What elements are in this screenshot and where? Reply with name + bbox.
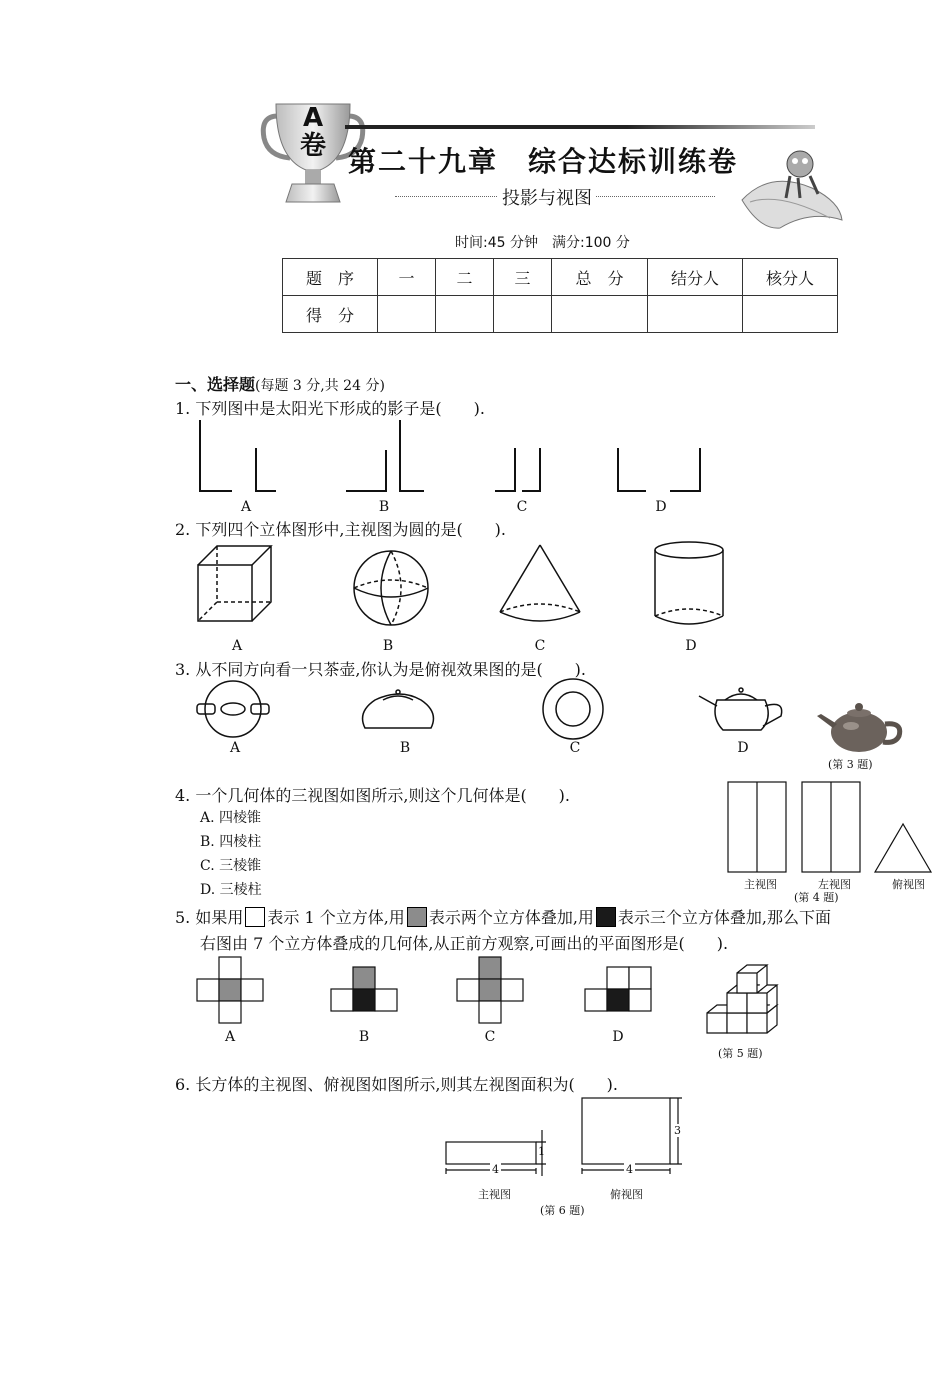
question-2: 2. 下列四个立体图形中,主视图为圆的是( ). <box>175 520 507 539</box>
q6-caption: (第 6 题) <box>540 1204 585 1217</box>
question-5-line-1 <box>175 905 831 928</box>
q5-option-a[interactable]: A <box>224 1029 236 1045</box>
score-row-label: 得 分 <box>283 296 378 333</box>
score-header-cell: 题 序 <box>283 259 378 296</box>
badge-word: 卷 <box>300 131 327 161</box>
q4-choice-d[interactable]: D. 三棱柱 <box>200 882 262 898</box>
question-1: 1. 下列图中是太阳光下形成的影子是( ). <box>175 399 485 418</box>
q4-choice-b[interactable]: B. 四棱柱 <box>200 834 262 850</box>
q2-solids <box>195 540 735 630</box>
q6-front-width-dim: 4 <box>492 1163 499 1176</box>
sphere-icon <box>354 551 428 625</box>
triple-cube-legend-icon <box>596 907 616 927</box>
score-cell[interactable] <box>494 296 552 333</box>
q6-top-height-dim: 3 <box>674 1124 681 1137</box>
cylinder-icon <box>655 542 723 558</box>
q5-option-b[interactable]: B <box>358 1029 370 1045</box>
q6-views <box>440 1094 690 1180</box>
q5-text-b: 表示 1 个立方体,用 <box>267 908 405 927</box>
q6-top-width-dim: 4 <box>626 1163 633 1176</box>
page-subtitle: 投影与视图 <box>498 184 596 210</box>
q3-option-c[interactable]: C <box>569 740 581 756</box>
q5-option-d[interactable]: D <box>612 1029 624 1045</box>
q5-text-d: 表示三个立方体叠加,那么下面 <box>617 908 831 927</box>
score-table-score-row <box>283 296 838 333</box>
score-header-cell: 总 分 <box>552 259 648 296</box>
score-header-cell: 三 <box>494 259 552 296</box>
paper-badge <box>300 104 326 160</box>
q5-caption: (第 5 题) <box>718 1047 763 1060</box>
question-3: 3. 从不同方向看一只茶壶,你认为是俯视效果图的是( ). <box>175 660 587 679</box>
cone-icon <box>500 545 580 612</box>
badge-letter: A <box>302 103 324 133</box>
time-and-score-info: 时间:45 分钟 满分:100 分 <box>455 235 630 251</box>
q4-side-view-label: 左视图 <box>818 878 851 891</box>
q4-top-view-label: 俯视图 <box>892 878 925 891</box>
section-heading <box>175 372 385 395</box>
question-4: 4. 一个几何体的三视图如图所示,则这个几何体是( ). <box>175 786 571 805</box>
score-header-cell: 一 <box>378 259 436 296</box>
score-cell[interactable] <box>378 296 436 333</box>
q3-option-d[interactable]: D <box>737 740 749 756</box>
q6-top-view <box>582 1098 670 1164</box>
q1-option-c[interactable]: C <box>516 499 528 515</box>
score-cell[interactable] <box>552 296 648 333</box>
score-header-cell: 核分人 <box>743 259 838 296</box>
q4-three-views <box>725 780 935 876</box>
q4-choice-c[interactable]: C. 三棱锥 <box>200 858 262 874</box>
q2-option-a[interactable]: A <box>231 638 243 654</box>
q3-caption: (第 3 题) <box>828 758 873 771</box>
title-rule <box>345 125 815 129</box>
q6-front-view-label: 主视图 <box>478 1188 511 1201</box>
question-6: 6. 长方体的主视图、俯视图如图所示,则其左视图面积为( ). <box>175 1075 619 1094</box>
q1-figures <box>190 418 720 496</box>
q4-caption: (第 4 题) <box>794 891 839 904</box>
section-heading-note: (每题 3 分,共 24 分) <box>255 378 385 394</box>
q6-top-view-label: 俯视图 <box>610 1188 643 1201</box>
q4-front-view-label: 主视图 <box>744 878 777 891</box>
section-heading-title: 一、选择题 <box>175 375 256 394</box>
q5-option-c[interactable]: C <box>484 1029 496 1045</box>
stacked-cubes-figure <box>707 965 777 1033</box>
q3-option-a[interactable]: A <box>229 740 241 756</box>
q5-text-c: 表示两个立方体叠加,用 <box>428 908 594 927</box>
q6-front-view <box>446 1142 536 1164</box>
q2-option-d[interactable]: D <box>685 638 697 654</box>
score-header-cell: 结分人 <box>648 259 743 296</box>
q2-option-c[interactable]: C <box>534 638 546 654</box>
q5-text-a: 5. 如果用 <box>175 908 244 927</box>
score-cell[interactable] <box>436 296 494 333</box>
score-table-header-row <box>283 259 838 296</box>
page-title: 第二十九章 综合达标训练卷 <box>348 145 739 178</box>
q2-option-b[interactable]: B <box>382 638 394 654</box>
score-header-cell: 二 <box>436 259 494 296</box>
mascot-surfing-icon <box>740 140 845 230</box>
score-cell[interactable] <box>743 296 838 333</box>
q4-choice-a[interactable]: A. 四棱锥 <box>200 810 262 826</box>
q3-teapot-views <box>195 678 795 744</box>
q6-front-height-dim: 1 <box>538 1145 545 1158</box>
question-5-line-2: 右图由 7 个立方体叠成的几何体,从正前方观察,可画出的平面图形是( ). <box>200 934 729 953</box>
q1-option-b[interactable]: B <box>378 499 390 515</box>
q1-option-a[interactable]: A <box>240 499 252 515</box>
q3-option-b[interactable]: B <box>399 740 411 756</box>
score-cell[interactable] <box>648 296 743 333</box>
q1-option-d[interactable]: D <box>655 499 667 515</box>
teapot-photo <box>815 698 905 756</box>
score-table <box>282 258 838 333</box>
double-cube-legend-icon <box>407 907 427 927</box>
single-cube-legend-icon <box>245 907 265 927</box>
